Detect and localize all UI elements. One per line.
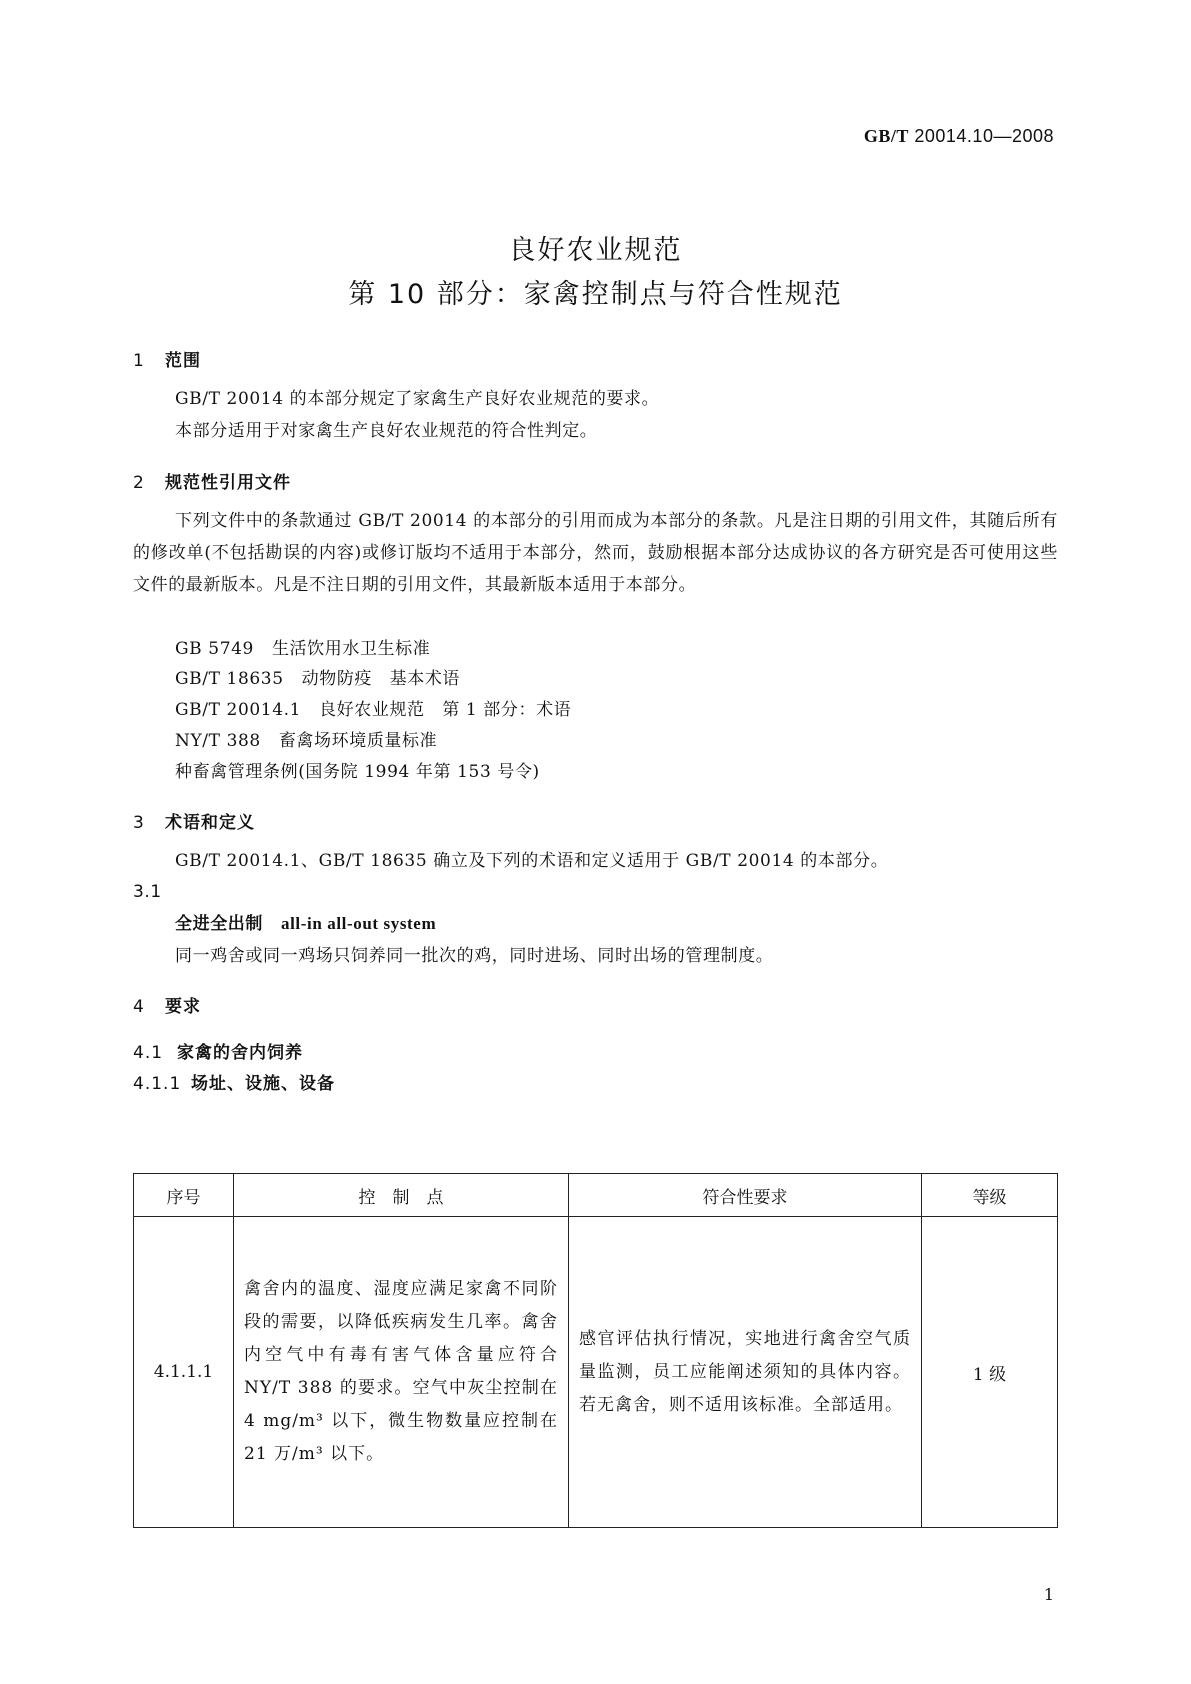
section-4-heading	[133, 992, 201, 1017]
table-header-row	[134, 1174, 1058, 1217]
reference-title: 种畜禽管理条例(国务院 1994 年第 153 号令)	[175, 762, 540, 782]
column-header-control-point: 控 制 点	[234, 1174, 569, 1217]
reference-item	[175, 663, 460, 695]
standard-number	[864, 126, 1054, 147]
reference-title: 生活饮用水卫生标准	[271, 639, 431, 659]
reference-code: GB/T 18635	[175, 669, 284, 689]
paragraph: GB/T 20014 的本部分规定了家禽生产良好农业规范的要求。	[175, 389, 660, 409]
subsection-title: 家禽的舍内饲养	[177, 1043, 303, 1063]
term-definition: 同一鸡舍或同一鸡场只饲养同一批次的鸡，同时进场、同时出场的管理制度。	[175, 946, 774, 966]
reference-code: GB 5749	[175, 639, 254, 659]
requirements-table	[133, 1173, 1058, 1528]
reference-title: 良好农业规范 第 1 部分：术语	[319, 700, 572, 720]
term-chinese: 全进全出制	[175, 914, 263, 934]
paragraph: 下列文件中的条款通过 GB/T 20014 的本部分的引用而成为本部分的条款。凡是注日期的引用文件，其随后所有的修改单(不包括勘误的内容)或修订版均不适用于本部分，然而，鼓励根据本部分达成协议的各方研究是否可使用这些文件的最新版本。凡是不注日期的引用文件，其最新版本适用于本部分。	[133, 511, 1058, 595]
column-header-id: 序号	[134, 1174, 234, 1217]
control-point-cell: 禽舍内的温度、湿度应满足家禽不同阶段的需要，以降低疾病发生几率。禽舍内空气中有毒有害气体含量应符合 NY/T 388 的要求。空气中灰尘控制在 4 mg/m³ 以下，微生物数量应控制在 21 万/m³ 以下。	[234, 1217, 569, 1528]
section-3-heading	[133, 808, 255, 833]
subsection-heading	[133, 1038, 303, 1063]
term-entry	[175, 908, 436, 940]
doc-subtitle: 第 10 部分：家禽控制点与符合性规范	[348, 279, 843, 310]
subsection-number: 4.1	[133, 1043, 164, 1063]
reference-item	[175, 756, 540, 788]
reference-title: 动物防疫 基本术语	[301, 669, 461, 689]
section-title: 范围	[165, 351, 201, 371]
page-number: 1	[1043, 1585, 1054, 1604]
column-header-level: 等级	[922, 1174, 1058, 1217]
column-header-compliance: 符合性要求	[569, 1174, 922, 1217]
level-cell: 1 级	[922, 1217, 1058, 1528]
subsection-title: 场址、设施、设备	[191, 1074, 335, 1094]
term-english: all-in all-out system	[281, 914, 437, 933]
standard-prefix: GB/T	[863, 126, 909, 146]
subsection-number: 4.1.1	[133, 1074, 182, 1094]
section-2-heading	[133, 468, 291, 493]
section-number: 1	[133, 351, 145, 371]
section-number: 4	[133, 997, 145, 1017]
reference-title: 畜禽场环境质量标准	[278, 731, 438, 751]
paragraph: GB/T 20014.1、GB/T 18635 确立及下列的术语和定义适用于 GB/T 20014 的本部分。	[175, 851, 889, 871]
section-title: 规范性引用文件	[165, 473, 291, 493]
reference-item	[175, 633, 430, 665]
section-number: 2	[133, 473, 145, 493]
term-number: 3.1	[133, 882, 162, 902]
reference-item	[175, 725, 437, 757]
reference-code: GB/T 20014.1	[175, 700, 302, 720]
section-number: 3	[133, 813, 145, 833]
section-title: 术语和定义	[165, 813, 255, 833]
doc-title: 良好农业规范	[508, 235, 683, 266]
section-1-heading	[133, 346, 201, 371]
section-title: 要求	[165, 997, 201, 1017]
compliance-cell: 感官评估执行情况，实地进行禽舍空气质量监测，员工应能阐述须知的具体内容。若无禽舍，则不适用该标准。全部适用。	[569, 1217, 922, 1528]
standard-code: 20014.10—2008	[914, 126, 1054, 146]
reference-code: NY/T 388	[175, 731, 261, 751]
paragraph: 本部分适用于对家禽生产良好农业规范的符合性判定。	[175, 421, 598, 441]
row-id: 4.1.1.1	[134, 1217, 234, 1528]
reference-item	[175, 694, 571, 726]
table-row	[134, 1217, 1058, 1528]
subsection-heading	[133, 1069, 335, 1094]
